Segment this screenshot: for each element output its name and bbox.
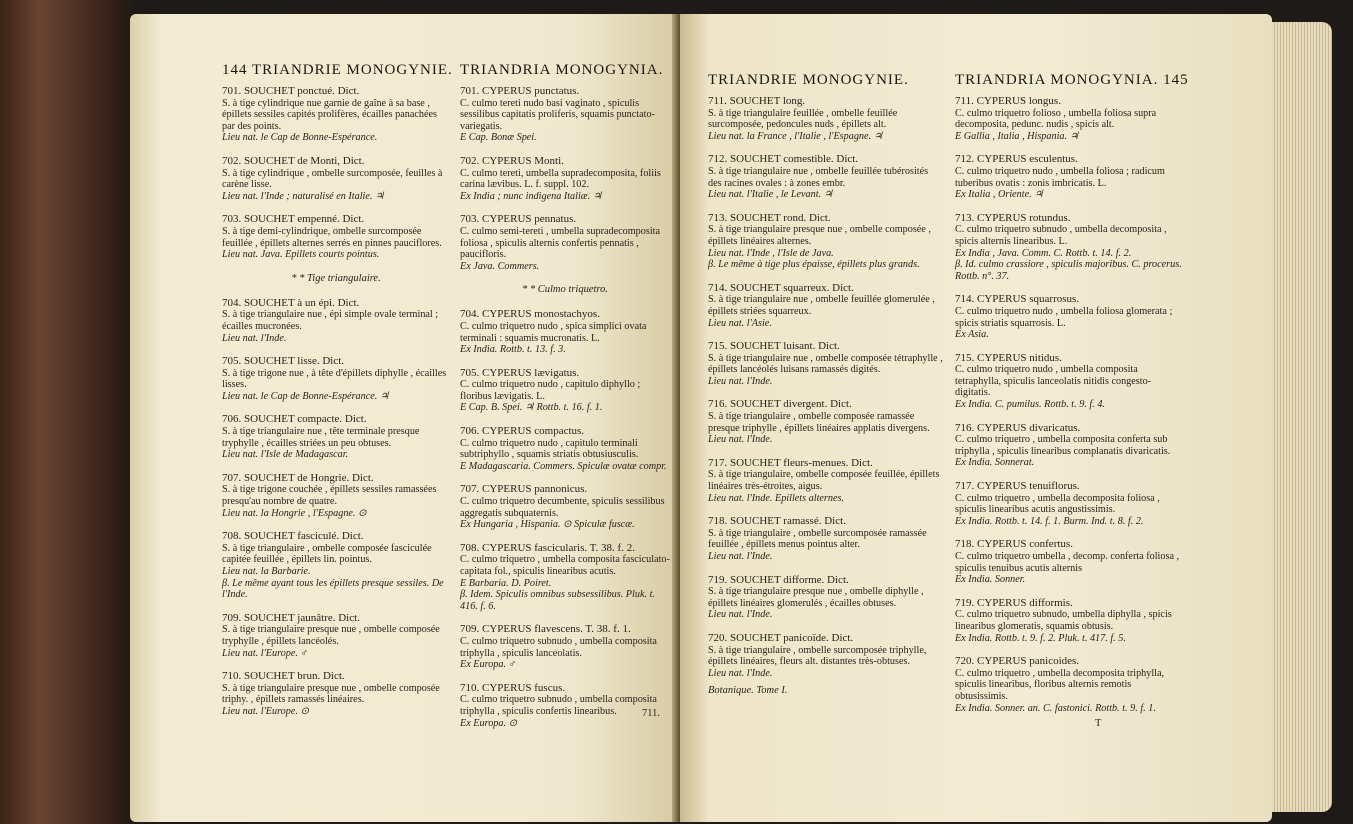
entry: [708, 458, 943, 504]
entry-title: 705. CYPERUS lævigatus.: [460, 366, 580, 379]
entry-title: 709. CYPERUS flavescens. T. 38. f. 1.: [460, 623, 631, 636]
entry-description: C. culmo triquetro nudo , spica simplici ovata terminali : squamis mucronatis. L.: [460, 320, 647, 344]
entry-title: 719. CYPERUS difformis.: [955, 596, 1073, 609]
entry-description: C. culmo semi-tereti , umbella supradecomposita foliosa , spiculis alternis confertis pennatis , paucifloris.: [460, 225, 661, 261]
entry-description: S. à tige trigone nue , à tête d'épillets diphylle , écailles lisses.: [222, 367, 447, 391]
entry-title: 708. SOUCHET fasciculé. Dict.: [222, 530, 364, 543]
entry-description: C. culmo triquetro subnudo , umbella composita triphylla , spiculis lanceolatis.: [460, 635, 657, 659]
entry-description: S. à tige cylindrique nue garnie de gaîne à sa base , épillets sessiles capités prolifères, écailles panachées par des points.: [222, 97, 437, 132]
entry-variety: β. Idem. Spiculis omnibus subsessilibus. Pluk. t. 416. f. 6.: [460, 589, 655, 612]
entry-title: 712. SOUCHET comestible. Dict.: [708, 153, 859, 166]
entry-title: 706. CYPERUS compactus.: [460, 425, 585, 438]
entry-description: C. culmo triquetro umbella , decomp. conferta foliosa , spiculis tenuibus acutis alternis: [955, 551, 1180, 574]
entry-title: 704. SOUCHET à un épi. Dict.: [222, 296, 360, 309]
entry: [708, 283, 943, 329]
entry-habitat: Lieu nat. la France , l'Italie , l'Espagne. ♃: [708, 130, 883, 142]
entry-habitat: Lieu nat. l'Europe. ♂: [222, 647, 309, 659]
french-entries: [708, 96, 943, 679]
entry-description: S. à tige triangulaire nue , tête terminale presque tryphylle , écailles striées un peu obtuses.: [222, 426, 420, 449]
entry-title: 714. SOUCHET squarreux. Dict.: [708, 281, 854, 294]
entry-description: C. culmo tereti nudo basi vaginato , spiculis sessilibus capitatis proliferis, squamis punctato-variegatis.: [460, 97, 655, 132]
left-french-column: [222, 62, 453, 730]
entry-title: 702. SOUCHET de Monti, Dict.: [222, 154, 365, 167]
signature-mark: T: [1095, 718, 1102, 730]
running-head-right-page: TRIANDRIE MONOGYNIE.: [708, 72, 909, 88]
entry-description: S. à tige cylindrique , ombelle surcomposée, feuilles à carène lisse.: [222, 167, 443, 191]
entry-habitat: Lieu nat. la Hongrie , l'Espagne. ⊙: [222, 507, 367, 519]
entry: [708, 341, 943, 387]
entry-habitat: Ex India , Java. Comm. C. Rottb. t. 14. f. 2.: [955, 247, 1132, 259]
entry-variety: β. Le même à tige plus épaisse, épillets plus grands.: [708, 259, 920, 271]
section-separator: * * Tige triangulaire.: [291, 272, 381, 284]
entry: [955, 213, 1185, 283]
entry: [460, 86, 670, 144]
entry-habitat: Ex India. Sonner.: [955, 574, 1026, 586]
entry-habitat: Ex India ; nunc indigena Italiæ. ♃: [460, 190, 602, 202]
entry-description: S. à tige triangulaire presque nue , ombelle composée triphy. , épillets ramassés linéaires.: [222, 682, 440, 706]
entry: [222, 531, 450, 601]
entry-habitat: Lieu nat. l'Inde.: [708, 551, 773, 562]
entry-title: 717. CYPERUS tenuiflorus.: [955, 480, 1080, 493]
entry-habitat: Ex Java. Commers.: [460, 260, 540, 272]
entry: [708, 213, 943, 271]
entry-habitat: E Gallia , Italia , Hispania. ♃: [955, 130, 1079, 142]
entry-title: 707. CYPERUS pannonicus.: [460, 483, 588, 496]
entry: [222, 214, 450, 260]
entry-habitat: Lieu nat. le Cap de Bonne-Espérance.: [222, 132, 378, 144]
entry-description: S. à tige triangulaire , ombelle composée ramassée presque triphylle , épillets linéaires applatis divergens.: [708, 411, 930, 434]
entry-habitat: Ex Europa. ♂: [460, 659, 517, 671]
entry-habitat: Lieu nat. l'Inde.: [708, 609, 773, 621]
entry-description: C. culmo triquetro nudo , capitulo terminali subtriphyllo , squamis striatis obtusiusculis.: [460, 437, 639, 461]
entry: [222, 671, 450, 717]
entry-title: 716. SOUCHET divergent. Dict.: [708, 398, 852, 411]
entry-habitat: Lieu nat. l'Inde.: [222, 332, 287, 344]
entry-description: S. à tige triangulaire , ombelle surcomposée ramassée feuillée , épillets menus pointus alter.: [708, 527, 927, 551]
entry-title: 720. SOUCHET panicoïde. Dict.: [708, 631, 854, 644]
entry: [955, 353, 1185, 411]
entry-variety: β. Le même ayant tous les épillets presque sessiles. De l'Inde.: [222, 577, 444, 601]
entry-description: S. à tige triangulaire presque nue , ombelle composée tryphylle , épillets lancéolés.: [222, 624, 440, 647]
entry-title: 702. CYPERUS Monti.: [460, 154, 564, 167]
latin-entries: [955, 96, 1185, 714]
entry: [222, 473, 450, 519]
entry: [222, 86, 450, 144]
entry-description: C. culmo triquetro nudo , umbella composita tetraphylla, spiculis lanceolatis nitidis congesto-digitatis.: [955, 364, 1152, 399]
entry-description: C. culmo triquetro subnudo , umbella composita triphylla , spiculis confertis linearibus.: [460, 694, 657, 717]
entry: [708, 96, 943, 142]
entry-habitat: Ex Italia , Oriente. ♃: [955, 189, 1044, 201]
entry-description: S. à tige triangulaire , ombelle composée fasciculée capitée feuillée , épillets lin. pointus.: [222, 542, 432, 566]
entry: [708, 633, 943, 679]
entry-description: C. culmo triquetro decumbente, spiculis sessilibus aggregatis subquaternis.: [460, 496, 665, 519]
entry-title: 709. SOUCHET jaunâtre. Dict.: [222, 611, 360, 624]
entry-description: S. à tige triangulaire nue , ombelle feuillée glomerulée , épillets striées squarreux.: [708, 294, 935, 317]
entry-description: S. à tige trigone couchée , épillets sessiles ramassées presqu'au nombre de quatre.: [222, 484, 437, 508]
entry-habitat: Lieu nat. Java. Epillets courts pointus.: [222, 249, 380, 261]
entry-description: S. à tige triangulaire presque nue , ombelle diphylle , épillets linéaires glomerulés , écailles obtuses.: [708, 586, 924, 609]
right-latin-column: [955, 72, 1189, 730]
entry-habitat: Lieu nat. la Barbarie.: [222, 566, 311, 577]
entry-habitat: Ex Europa. ⊙: [460, 717, 518, 729]
running-head-right-latin: TRIANDRIA MONOGYNIA. 145: [955, 72, 1189, 88]
entry-habitat: Ex India. Sonnerat.: [955, 457, 1035, 469]
entry: [708, 399, 943, 445]
entry-description: S. à tige triangulaire nue , épi simple ovale terminal ; écailles mucronées.: [222, 309, 439, 332]
entry-title: 710. SOUCHET brun. Dict.: [222, 670, 345, 683]
entry-title: 708. CYPERUS fascicularis. T. 38. f. 2.: [460, 541, 635, 554]
entry-habitat: Ex India. Rottb. t. 13. f. 3.: [460, 344, 566, 356]
entry-habitat: Lieu nat. l'Isle de Madagascar.: [222, 449, 349, 461]
entry: [460, 368, 670, 414]
entry: [708, 516, 943, 562]
entry-habitat: Lieu nat. l'Asie.: [708, 317, 772, 329]
left-page: [130, 14, 678, 822]
entry-habitat: E Cap. Bonæ Spei.: [460, 132, 537, 144]
entry: [955, 598, 1185, 644]
entry-description: S. à tige triangulaire feuillée , ombelle feuillée surcomposée, pedoncules nuds , épillets alt.: [708, 107, 898, 131]
entry-title: 719. SOUCHET difforme. Dict.: [708, 573, 849, 586]
entry-title: 701. SOUCHET ponctué. Dict.: [222, 85, 360, 97]
entry-habitat: E Madagascaria. Commers. Spiculæ ovatæ compr.: [460, 460, 667, 472]
entry-title: 711. SOUCHET long.: [708, 95, 806, 107]
entry: [708, 575, 943, 621]
entry-title: 713. SOUCHET rond. Dict.: [708, 211, 831, 224]
entry-description: C. culmo triquetro subnudo, umbella diphylla , spicis linearibus glomeratis, squamis obtusis.: [955, 609, 1172, 632]
entry: [955, 539, 1185, 585]
section-separator: * * Culmo triquetro.: [522, 284, 608, 296]
entry-title: 718. SOUCHET ramassé. Dict.: [708, 515, 846, 528]
entry: [460, 624, 670, 670]
entry: [222, 414, 450, 460]
entry-habitat: Ex India. Sonner. an. C. fastonici. Rottb. t. 9. f. 1.: [955, 702, 1156, 714]
entry-habitat: Lieu nat. l'Inde.: [708, 375, 773, 387]
running-head-left-page: 144 TRIANDRIE MONOGYNIE.: [222, 62, 453, 78]
entry-title: 711. CYPERUS longus.: [955, 95, 1061, 107]
entry-habitat: Ex India. Rottb. t. 14. f. 1. Burm. Ind. t. 8. f. 2.: [955, 515, 1144, 527]
entry: [460, 309, 670, 355]
latin-entries: [460, 86, 670, 729]
entry-description: C. culmo triquetro folioso , umbella foliosa supra decomposita, pedunc. nudis , spicis alt.: [955, 107, 1157, 131]
entry-title: 706. SOUCHET compacte. Dict.: [222, 413, 367, 426]
entry-title: 704. CYPERUS monostachyos.: [460, 308, 600, 321]
entry-title: 703. SOUCHET empenné. Dict.: [222, 213, 365, 226]
entry-title: 715. CYPERUS nitidus.: [955, 351, 1062, 364]
entry-habitat: E Barbaria. D. Poiret.: [460, 577, 552, 589]
entry-habitat: Ex India. C. pumilus. Rottb. t. 9. f. 4.: [955, 399, 1105, 411]
french-entries: [222, 86, 450, 718]
entry-habitat: Lieu nat. l'Inde ; naturalisé en Italie. ♃: [222, 190, 385, 202]
entry-description: C. culmo triquetro nudo , umbella foliosa ; radicum tuberibus ovatis : zonis imbricatis. L.: [955, 165, 1165, 189]
entry-title: 713. CYPERUS rotundus.: [955, 211, 1071, 224]
entry: [955, 656, 1185, 714]
entry-title: 718. CYPERUS confertus.: [955, 538, 1073, 551]
entry-description: S. à tige demi-cylindrique, ombelle surcomposée feuillée , épillets alternes serrés en pinnes pauciflores.: [222, 225, 442, 249]
right-page: [680, 14, 1272, 822]
entry-title: 712. CYPERUS esculentus.: [955, 153, 1078, 166]
entry-habitat: Ex Asia.: [955, 329, 989, 341]
entry-variety: β. Id. culmo crassiore , spiculis majoribus. C. procerus. Rottb. n°. 37.: [955, 259, 1182, 282]
entry-habitat: Lieu nat. l'Inde. Epillets alternes.: [708, 492, 845, 504]
entry: [955, 294, 1185, 340]
entry-description: C. culmo triquetro , umbella decomposita foliosa , spiculis linearibus acutis angustissimis.: [955, 492, 1160, 516]
entry: [460, 426, 670, 472]
entry-description: C. culmo triquetro , umbella composita conferta sub triphylla , spiculis linearibus complanatis divaricatis.: [955, 434, 1171, 457]
entry: [222, 613, 450, 659]
entry-habitat: Lieu nat. l'Italie , le Levant. ♃: [708, 189, 833, 201]
entry: [460, 543, 670, 613]
entry-description: S. à tige triangulaire nue , ombelle feuillée tubérosités des racines ovales : à zones embr.: [708, 165, 929, 189]
entry-description: S. à tige triangulaire nue , ombelle composée tétraphylle , épillets lancéolés luisans ramassés digités.: [708, 352, 943, 376]
entry-title: 714. CYPERUS squarrosus.: [955, 293, 1080, 306]
entry-habitat: E Cap. B. Spei. ♃ Rottb. t. 16. f. 1.: [460, 402, 603, 414]
entry-description: C. culmo tereti, umbella supradecomposita, foliis carina lævibus. L. f. suppl. 102.: [460, 167, 661, 191]
right-french-column: [708, 72, 943, 696]
entry-title: 710. CYPERUS fuscus.: [460, 681, 566, 694]
entry-description: S. à tige triangulaire, ombelle composée feuillée, épillets linéaires très-étroites, aigus.: [708, 469, 940, 493]
entry-title: 720. CYPERUS panicoides.: [955, 655, 1080, 668]
entry: [460, 484, 670, 530]
entry: [222, 156, 450, 202]
entry-description: C. culmo triquetro subnudo , umbella decomposita , spicis alternis linearibus. L.: [955, 224, 1167, 247]
entry: [460, 156, 670, 202]
entry-habitat: Lieu nat. l'Inde.: [708, 667, 773, 679]
entry-description: C. culmo triquetro , umbella composita fasciculato-capitata fol., spiculis linearibus acutis.: [460, 554, 670, 577]
entry-description: C. culmo triquetro nudo , capitulo diphyllo ; floribus lævigatis. L.: [460, 379, 641, 402]
entry-title: 701. CYPERUS punctatus.: [460, 85, 580, 97]
entry-title: 716. CYPERUS divaricatus.: [955, 421, 1081, 434]
entry: [460, 214, 670, 272]
entry: [955, 423, 1185, 469]
entry: [222, 298, 450, 344]
entry-habitat: Lieu nat. l'Inde , l'Isle de Java.: [708, 247, 834, 259]
entry-habitat: Lieu nat. le Cap de Bonne-Espérance. ♃: [222, 390, 390, 402]
entry-habitat: Lieu nat. l'Inde.: [708, 434, 773, 446]
entry: [955, 154, 1185, 200]
page-footer: Botanique. Tome I.: [708, 685, 788, 697]
entry-description: C. culmo triquetro , umbella decomposita triphylla, spiculis linearibus, floribus alternis remotis obtusissimis.: [955, 667, 1165, 702]
running-head-left-latin: TRIANDRIA MONOGYNIA.: [460, 62, 664, 78]
entry-description: S. à tige triangulaire presque nue , ombelle composée , épillets linéaires alternes.: [708, 224, 931, 247]
entry: [955, 96, 1185, 142]
page-edges: [1272, 22, 1332, 812]
left-latin-column: [460, 62, 670, 741]
entry-description: S. à tige triangulaire , ombelle surcomposée triphylle, épillets linéaires, fleurs alt. distantes très-obtuses.: [708, 644, 927, 668]
entry-title: 707. SOUCHET de Hongrie. Dict.: [222, 471, 374, 484]
entry-description: C. culmo triquetro nudo , umbella foliosa glomerata ; spicis striatis squarrosis. L.: [955, 305, 1173, 329]
entry: [222, 356, 450, 402]
entry-habitat: Ex India. Rottb. t. 9. f. 2. Pluk. t. 417. f. 5.: [955, 632, 1126, 644]
entry-habitat: Lieu nat. l'Europe. ⊙: [222, 705, 310, 717]
entry-title: 717. SOUCHET fleurs-menues. Dict.: [708, 456, 873, 469]
entry-habitat: Ex Hungaria , Hispania. ⊙ Spiculæ fuscæ.: [460, 519, 635, 531]
entry: [955, 481, 1185, 527]
entry-title: 715. SOUCHET luisant. Dict.: [708, 340, 840, 353]
catchword: 711.: [642, 708, 660, 719]
entry: [460, 683, 670, 729]
entry-title: 703. CYPERUS pennatus.: [460, 213, 577, 226]
entry-title: 705. SOUCHET lisse. Dict.: [222, 355, 345, 368]
entry: [708, 154, 943, 200]
